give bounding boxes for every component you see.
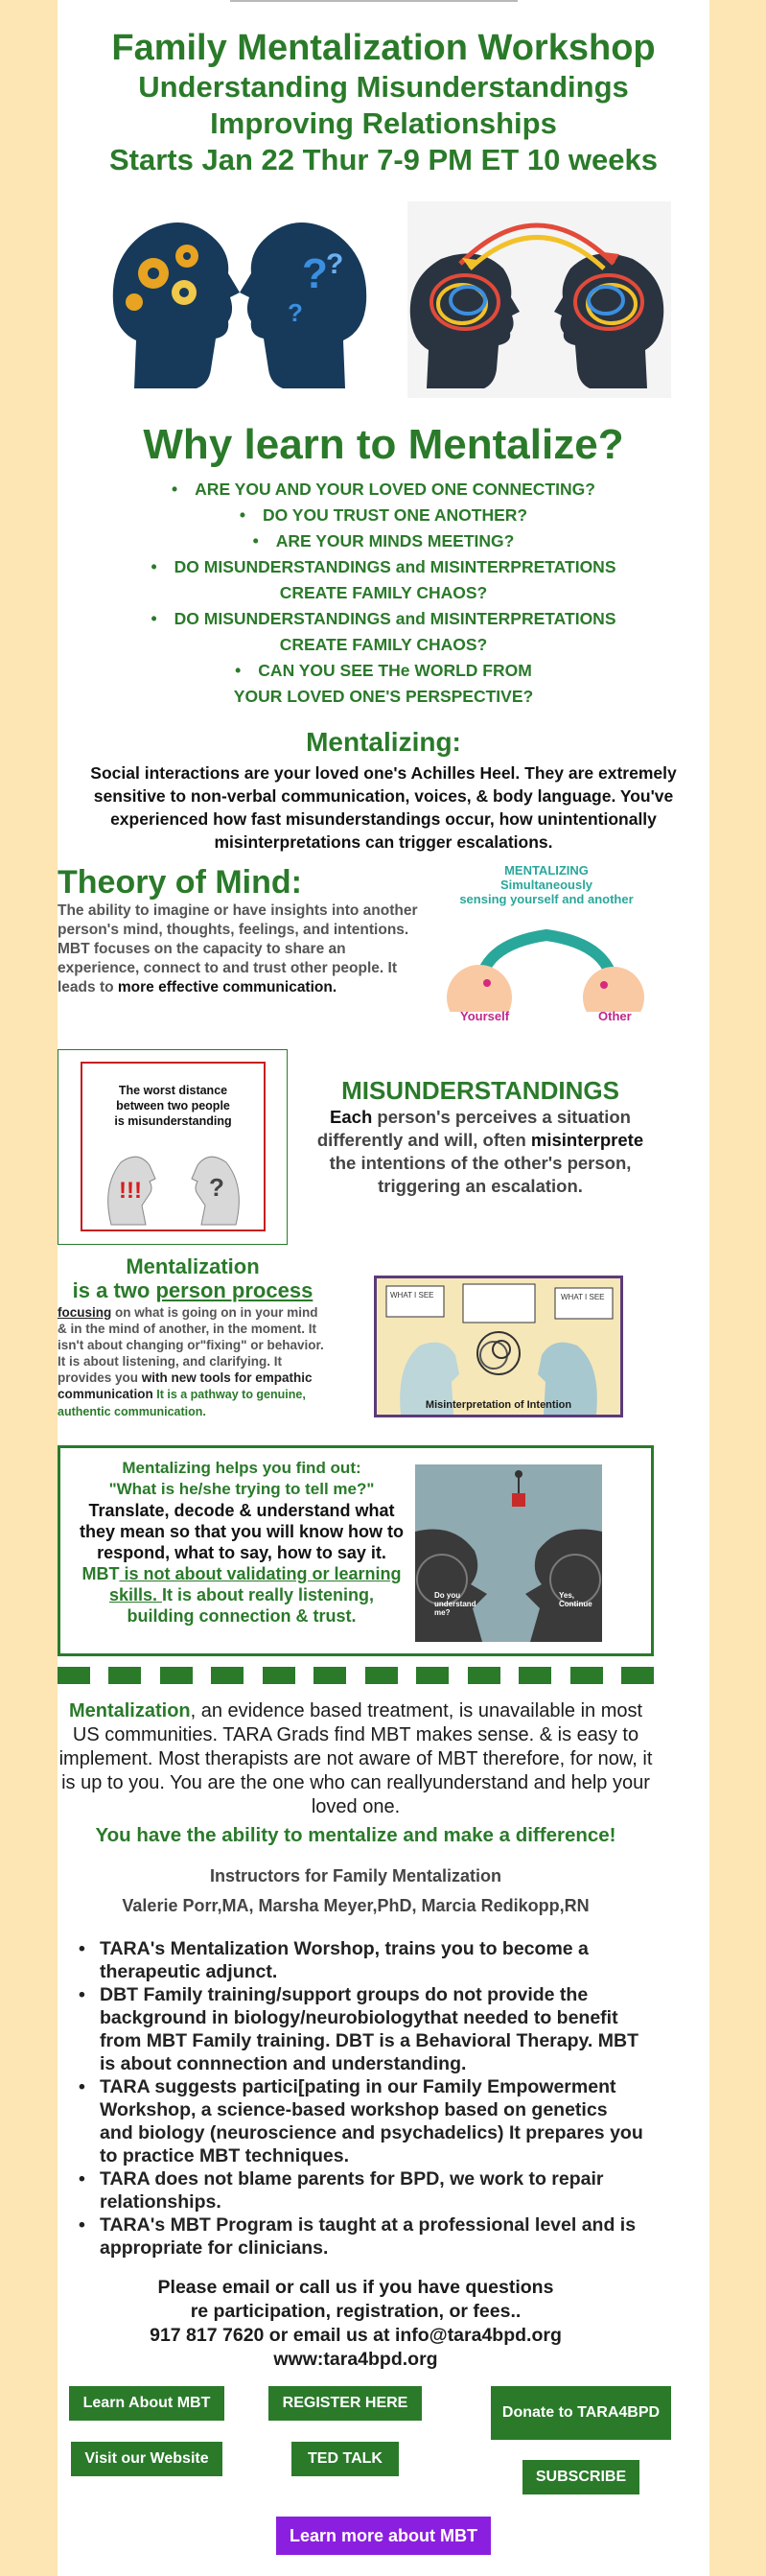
contact-line: www:tara4bpd.org [273, 2349, 438, 2370]
divider-dash [416, 1667, 449, 1684]
difference-line: You have the ability to mentalize and make a difference! [95, 1824, 616, 1846]
subtitle-improving: Improving Relationships [210, 106, 557, 140]
diagram-subtitle: sensing yourself and another [459, 892, 634, 906]
mentalizing-diagram [441, 863, 652, 1026]
question-item-cont: YOUR LOVED ONE'S PERSPECTIVE? [233, 687, 534, 706]
list-item: • TARA's Mentalization Worshop, trains you to become a therapeutic adjunct. [79, 1937, 644, 1983]
understand-me-image [415, 1464, 602, 1642]
helps-line1: Mentalizing helps you find out: [122, 1459, 361, 1477]
evidence-text: Mentalization, an evidence based treatment, is unavailable in most US communities. TARA Grads find MBT makes sense. & is easy to implement. Most therapists are not aware of MBT therefore, for now, it is up to you. You are the one who can reallyunderstand and help your loved one. [58, 1700, 653, 1817]
process-text: focusing on what is going on in your mind & in the mind of another, in the moment. It isn't about changing or"fixing" or behavior. It is about listening, and clarifying. It provides you with new tools for empathic communication It is a pathway to genuine, authentic communication. [58, 1305, 324, 1418]
page-title: Family Mentalization Workshop [111, 28, 656, 68]
helps-line2: "What is he/she trying to tell me?" [108, 1480, 375, 1498]
learn-about-mbt-button[interactable]: Learn About MBT [69, 2386, 224, 2421]
misunderstanding-card [58, 1049, 288, 1245]
question-list [58, 477, 709, 710]
subtitle-understanding: Understanding Misunderstandings [138, 70, 629, 104]
divider-dash [570, 1667, 603, 1684]
question-item: • CAN YOU SEE THe WORLD FROM [58, 658, 709, 684]
divider-dash [58, 1667, 90, 1684]
helps-box [58, 1445, 654, 1656]
learn-more-mbt-button[interactable]: Learn more about MBT [276, 2517, 491, 2555]
contact-line: 917 817 7620 or email us at info@tara4bpd.org [150, 2325, 562, 2346]
question-item: • DO MISUNDERSTANDINGS and MISINTERPRETATIONS [58, 606, 709, 632]
svg-text:?: ? [326, 248, 344, 280]
list-item: • TARA's MBT Program is taught at a professional level and is appropriate for clinicians. [79, 2213, 644, 2260]
subscribe-button[interactable]: SUBSCRIBE [522, 2460, 639, 2494]
helps-text [74, 1458, 409, 1627]
mentalizing-arrow-icon [441, 906, 652, 1012]
process-section [58, 1254, 328, 1420]
svg-text:!!!: !!! [119, 1178, 142, 1204]
question-item: • ARE YOU AND YOUR LOVED ONE CONNECTING? [58, 477, 709, 503]
misunderstandings-text: Each person's perceives a situation differently and will, often misinterprete the intentions of the other's person, triggering an escalation. [316, 1107, 644, 1196]
list-item: • TARA suggests partici[pating in our Family Empowerment Workshop, a science-based workshop based on genetics and biology (neuroscience and psychadelics) It prepares you to practice MBT techniques. [79, 2075, 644, 2167]
register-button[interactable]: REGISTER HERE [268, 2386, 422, 2421]
svg-text:?: ? [302, 250, 328, 297]
misinterpretation-image [374, 1276, 623, 1417]
program-bullets [79, 1937, 644, 2260]
question-head-icon [240, 222, 366, 388]
card-text: between two people [116, 1099, 230, 1112]
svg-text:?: ? [209, 1173, 224, 1202]
schedule: Starts Jan 22 Thur 7-9 PM ET 10 weeks [108, 143, 659, 176]
question-item-cont: CREATE FAMILY CHAOS? [279, 583, 488, 602]
card-text: The worst distance [118, 1084, 228, 1097]
label-yourself: Yourself [460, 1009, 510, 1023]
question-item: • DO MISUNDERSTANDINGS and MISINTERPRETATIONS [58, 554, 709, 580]
diagram-subtitle: Simultaneously [499, 878, 593, 892]
contact-line: re participation, registration, or fees.. [190, 2301, 522, 2322]
process-heading: Mentalization [126, 1254, 260, 1278]
what-i-see-label: WHAT I SEE [561, 1293, 605, 1301]
divider-dash [519, 1667, 551, 1684]
donate-button[interactable]: Donate to TARA4BPD [491, 2386, 671, 2440]
divider-dash [108, 1667, 141, 1684]
helps-line3: Translate, decode & understand what they mean so that you will know how to respond, what to say, how to say it. [79, 1501, 405, 1562]
divider-dash [160, 1667, 193, 1684]
contact-line: Please email or call us if you have questions [157, 2277, 554, 2298]
header [58, 27, 709, 178]
divider-dash [313, 1667, 346, 1684]
question-item: • DO YOU TRUST ONE ANOTHER? [58, 503, 709, 528]
label-other: Other [598, 1009, 632, 1023]
process-heading-2: is a two person process [72, 1278, 313, 1302]
what-i-see-label: WHAT I SEE [390, 1291, 434, 1300]
image-label-left: Do you understand me? [434, 1591, 476, 1617]
list-item: • TARA does not blame parents for BPD, we work to repair relationships. [79, 2167, 644, 2213]
theory-heading: Theory of Mind: [58, 864, 302, 901]
mentalizing-text: Social interactions are your loved one's Achilles Heel. They are extremely sensitive to non-verbal communication, voices, & body language. You've experienced how fast misunderstandings occur, how unintentionally misinterpretations can trigger escalations. [90, 763, 677, 852]
list-item: • DBT Family training/support groups do not provide the background in biology/neurobiologythat needed to benefit from MBT Family training. DBT is a Behavioral Therapy. MBT is about connnection and understanding. [79, 1983, 644, 2075]
ted-talk-button[interactable]: TED TALK [291, 2442, 399, 2476]
card-frame [81, 1062, 266, 1231]
divider-dash [263, 1667, 295, 1684]
misunderstandings-text-block [309, 1076, 652, 1198]
newsletter-page [58, 0, 709, 2576]
image-label-right: Yes, Continue [559, 1591, 592, 1608]
why-section [58, 420, 709, 470]
top-divider [230, 0, 518, 2]
divider-dash [468, 1667, 500, 1684]
dashed-divider [58, 1667, 654, 1684]
contact-section [58, 2276, 654, 2372]
divider-dash [365, 1667, 398, 1684]
heads-illustration [96, 197, 671, 398]
misinterpretation-illustration [377, 1278, 620, 1415]
divider-dash [621, 1667, 654, 1684]
instructors-heading: Instructors for Family Mentalization [209, 1866, 502, 1885]
theory-section [58, 863, 431, 997]
question-item-cont: CREATE FAMILY CHAOS? [279, 635, 488, 654]
mentalizing-heading: Mentalizing: [306, 727, 461, 757]
evidence-section [58, 1699, 654, 1847]
diagram-title: MENTALIZING [504, 863, 589, 878]
card-text: is misunderstanding [114, 1114, 232, 1128]
mentalizing-section [58, 727, 709, 854]
gears-head-icon [113, 222, 240, 388]
theory-text: The ability to imagine or have insights into another person's mind, thoughts, feelings, and intentions. MBT focuses on the capacity to share an experience, connect to and trust other people. It leads to more effective communication. [58, 902, 418, 995]
question-item: • ARE YOUR MINDS MEETING? [58, 528, 709, 554]
svg-text:?: ? [288, 298, 303, 327]
helps-line4: MBT is not about validating or learning skills. It is about really listening, building connection & trust. [81, 1564, 402, 1626]
misunderstandings-heading: MISUNDERSTANDINGS [341, 1076, 619, 1105]
instructors-names: Valerie Porr,MA, Marsha Meyer,PhD, Marcia Redikopp,RN [122, 1896, 590, 1915]
image-caption: Misinterpretation of Intention [425, 1399, 572, 1411]
why-heading: Why learn to Mentalize? [143, 421, 624, 468]
scribble-heads-icon [407, 201, 671, 398]
divider-dash [211, 1667, 244, 1684]
instructors-section [58, 1866, 654, 1916]
visit-website-button[interactable]: Visit our Website [71, 2442, 222, 2476]
faces-icon [82, 1129, 264, 1229]
